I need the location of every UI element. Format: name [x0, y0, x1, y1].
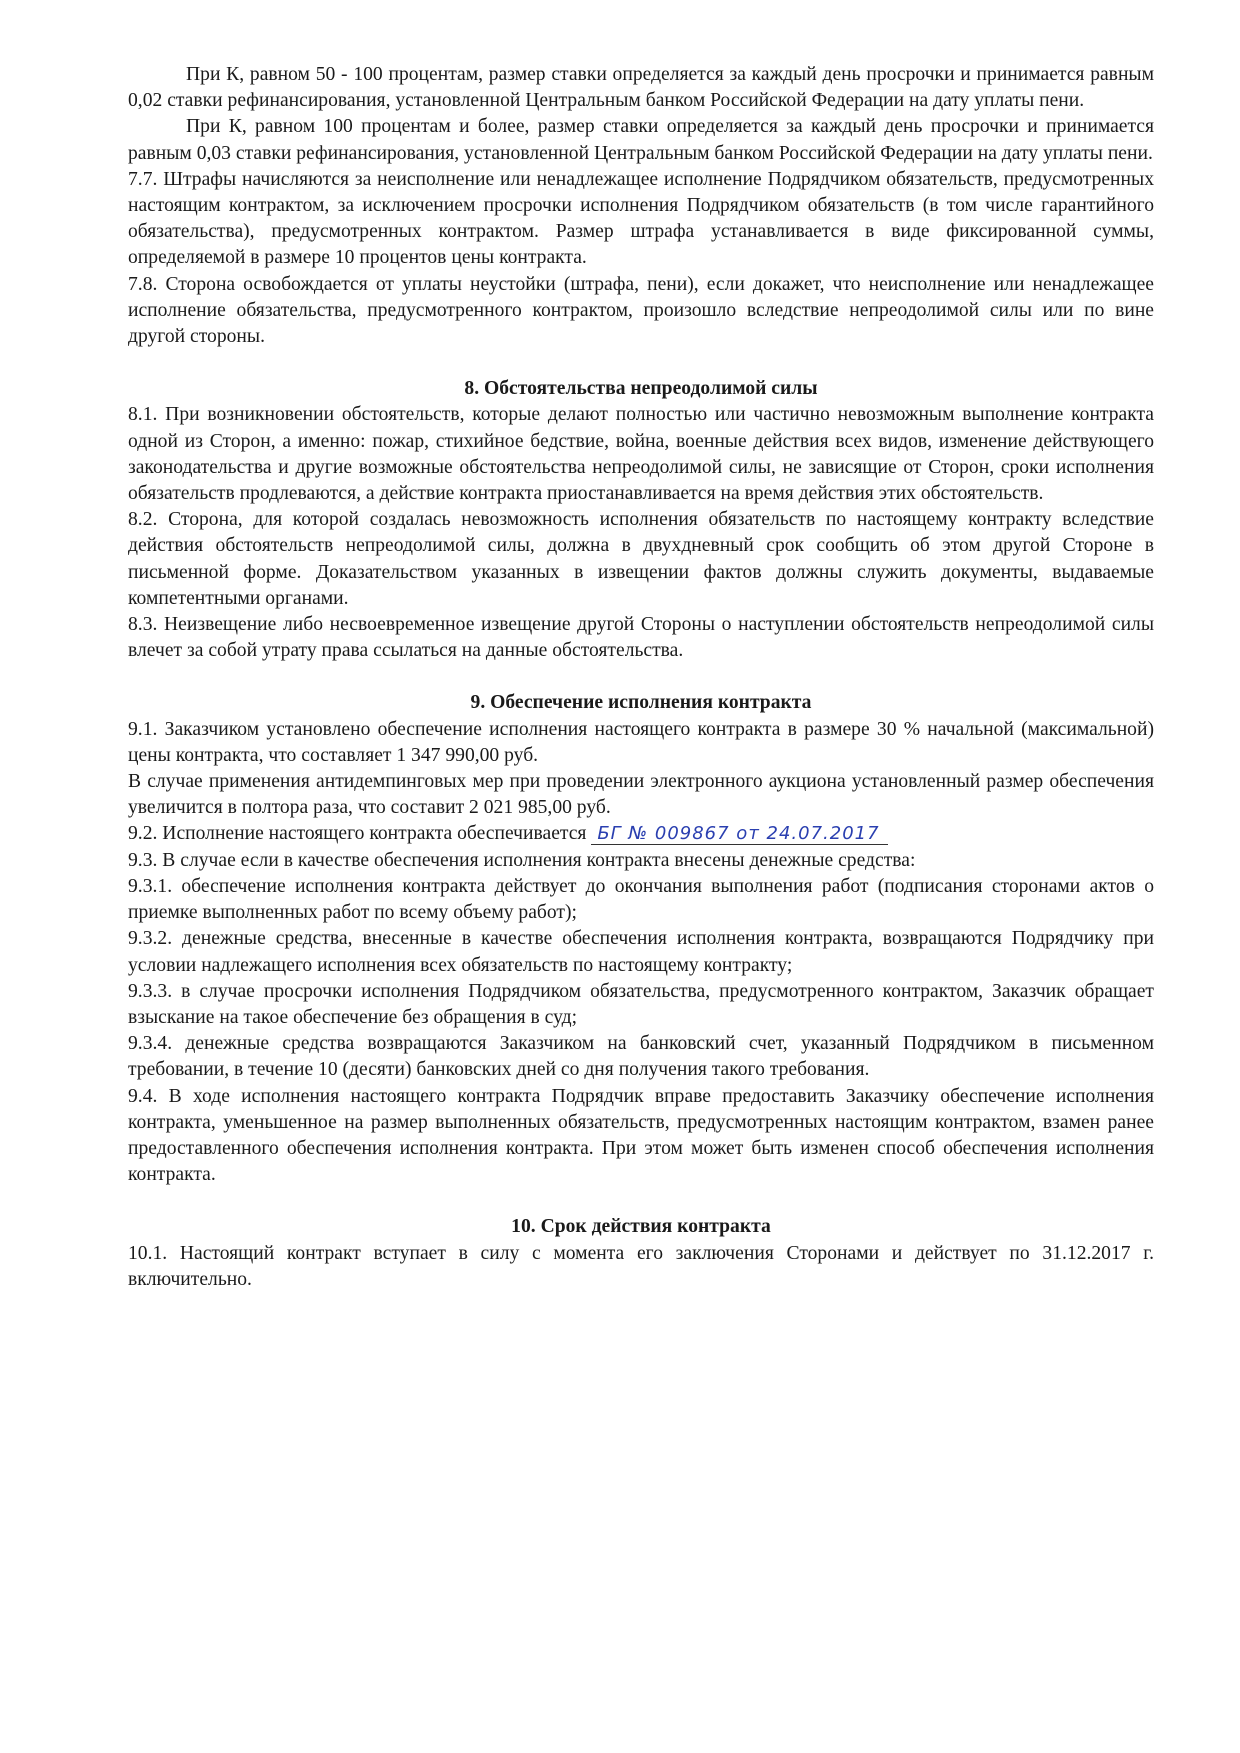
clause-7-7: 7.7. Штрафы начисляются за неисполнение или ненадлежащее исполнение Подрядчиком обязательств, предусмотренных настоящим контрактом, за исключением просрочки исполнения Подрядчиком обязательств (в том числе гарантийного обязательства), предусмотренных контрактом. Размер штрафа устанавливается в виде фиксированной суммы, определяемой в размере 10 процентов цены контракта.	[128, 168, 1154, 269]
clause-10-1: 10.1. Настоящий контракт вступает в силу с момента его заключения Сторонами и действует по 31.12.2017 г. включительно.	[128, 1242, 1154, 1290]
clause-9-3-4: 9.3.4. денежные средства возвращаются Заказчиком на банковский счет, указанный Подрядчиком в письменном требовании, в течение 10 (десяти) банковских дней со дня получения такого требования.	[128, 1033, 1154, 1081]
clause-8-2: 8.2. Сторона, для которой создалась невозможность исполнения обязательств по настоящему контракту вследствие действия обстоятельств непреодолимой силы, должна в двухдневный срок сообщить об этом другой Стороне в письменной форме. Доказательством указанных в извещении фактов должны служить документы, выдаваемые компетентными органами.	[128, 509, 1154, 609]
clause-9-3-3: 9.3.3. в случае просрочки исполнения Подрядчиком обязательства, предусмотренного контрактом, Заказчик обращает взыскание на такое обеспечение без обращения в суд;	[128, 980, 1154, 1028]
clause-9-2-label: 9.2. Исполнение настоящего контракта обеспечивается	[128, 823, 587, 845]
clause-9-1: 9.1. Заказчиком установлено обеспечение исполнения настоящего контракта в размере 30 % начальной (максимальной) цены контракта, что составляет 1 347 990,00 руб.	[128, 718, 1154, 766]
paragraph: При К, равном 50 - 100 процентам, размер ставки определяется за каждый день просрочки и принимается равным 0,02 ставки рефинансирования, установленной Центральным банком Российской Федерации на дату уплаты пени.	[128, 64, 1154, 112]
clause-9-1-note: В случае применения антидемпинговых мер при проведении электронного аукциона установленный размер обеспечения увеличится в полтора раза, что составит 2 021 985,00 руб.	[128, 771, 1154, 819]
document-page	[128, 62, 1154, 1293]
clause-8-1: 8.1. При возникновении обстоятельств, которые делают полностью или частично невозможным выполнение контракта одной из Сторон, а именно: пожар, стихийное бедствие, война, военные действия всех видов, изменение действующего законодательства и другие возможные обстоятельства непреодолимой силы, не зависящие от Сторон, сроки исполнения обязательств продлеваются, а действие контракта приостанавливается на время действия этих обстоятельств.	[128, 404, 1154, 505]
clause-8-3: 8.3. Неизвещение либо несвоевременное извещение другой Стороны о наступлении обстоятельств непреодолимой силы влечет за собой утрату права ссылаться на данные обстоятельства.	[128, 614, 1154, 662]
clause-9-2	[128, 821, 1154, 847]
section-9-title: 9. Обеспечение исполнения контракта	[470, 692, 812, 714]
clause-9-3: 9.3. В случае если в качестве обеспечения исполнения контракта внесены денежные средства:	[128, 849, 916, 871]
clause-7-8: 7.8. Сторона освобождается от уплаты неустойки (штрафа, пени), если докажет, что неисполнение или ненадлежащее исполнение обязательства, предусмотренного контрактом, произошло вследствие непреодолимой силы или по вине другой стороны.	[128, 273, 1154, 348]
section-10-title: 10. Срок действия контракта	[511, 1216, 771, 1238]
clause-9-4: 9.4. В ходе исполнения настоящего контракта Подрядчик вправе предоставить Заказчику обеспечение исполнения контракта, уменьшенное на размер выполненных обязательств, предусмотренных настоящим контрактом, взамен ранее предоставленного обеспечения исполнения контракта. При этом может быть изменен способ обеспечения исполнения контракта.	[128, 1085, 1154, 1186]
handwritten-guarantee: БГ № 009867 от 24.07.2017	[591, 823, 887, 845]
clause-9-3-1: 9.3.1. обеспечение исполнения контракта действует до окончания выполнения работ (подписания сторонами актов о приемке выполненных работ по всему объему работ);	[128, 875, 1154, 924]
clause-9-3-2: 9.3.2. денежные средства, внесенные в качестве обеспечения исполнения контракта, возвращаются Подрядчику при условии надлежащего исполнения всех обязательств по настоящему контракту;	[128, 928, 1154, 976]
paragraph: При К, равном 100 процентам и более, размер ставки определяется за каждый день просрочки и принимается равным 0,03 ставки рефинансирования, установленной Центральным банком Российской Федерации на дату уплаты пени.	[128, 116, 1154, 164]
section-8-title: 8. Обстоятельства непреодолимой силы	[464, 378, 818, 400]
